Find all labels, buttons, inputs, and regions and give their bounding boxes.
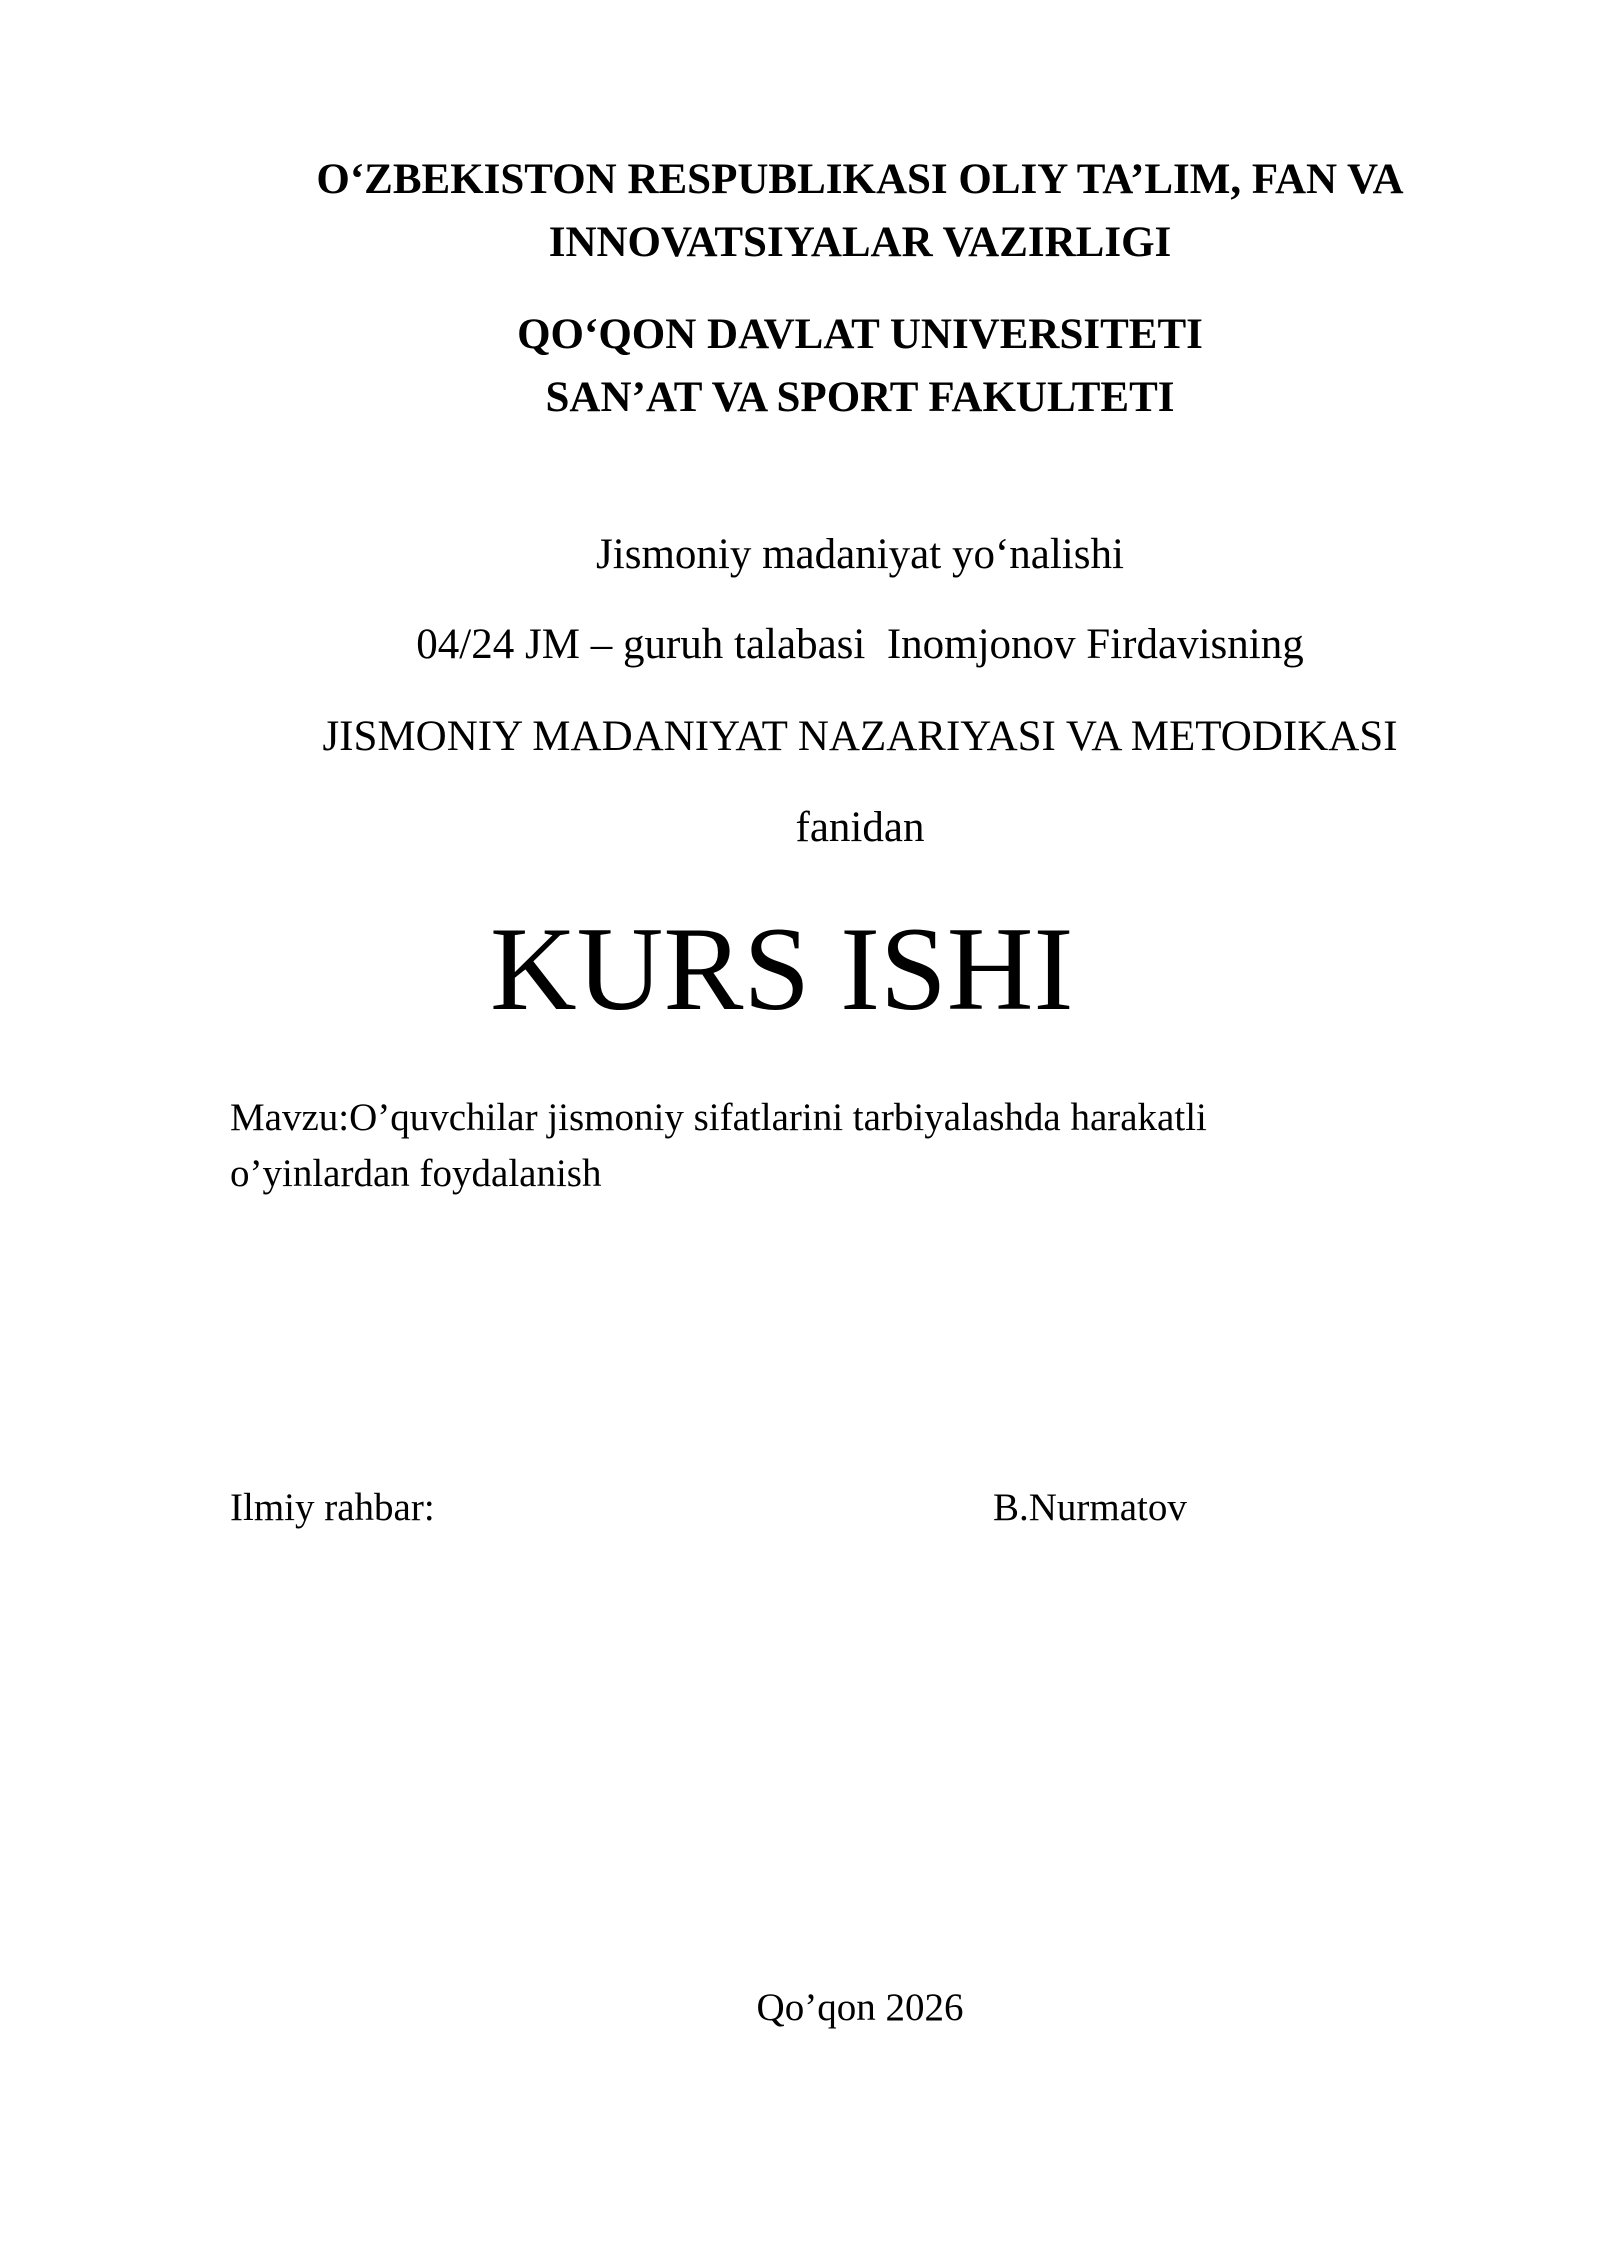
document-title: KURS ISHI (490, 902, 1074, 1035)
ministry-name-line-2: INNOVATSIYALAR VAZIRLIGI (548, 219, 1172, 266)
university-name: QO‘QON DAVLAT UNIVERSITETI (517, 311, 1203, 358)
advisor-name: B.Nurmatov (993, 1486, 1187, 1529)
study-direction: Jismoniy madaniyat yo‘nalishi (596, 531, 1124, 578)
student-group-line: 04/24 JM – guruh talabasi Inomjonov Firdavisning (416, 621, 1304, 668)
subject-name: JISMONIY MADANIYAT NAZARIYASI VA METODIKASI (322, 713, 1398, 760)
faculty-name: SAN’AT VA SPORT FAKULTETI (545, 374, 1175, 421)
subject-suffix: fanidan (795, 804, 925, 851)
ministry-name-line-1: O‘ZBEKISTON RESPUBLIKASI OLIY TA’LIM, FAN VA (316, 156, 1404, 203)
advisor-label: Ilmiy rahbar: (230, 1486, 435, 1529)
place-and-year: Qo’qon 2026 (756, 1986, 964, 2029)
topic-text: Mavzu:O’quvchilar jismoniy sifatlarini tarbiyalashda harakatli o’yinlardan foydalanish (230, 1096, 1207, 1195)
